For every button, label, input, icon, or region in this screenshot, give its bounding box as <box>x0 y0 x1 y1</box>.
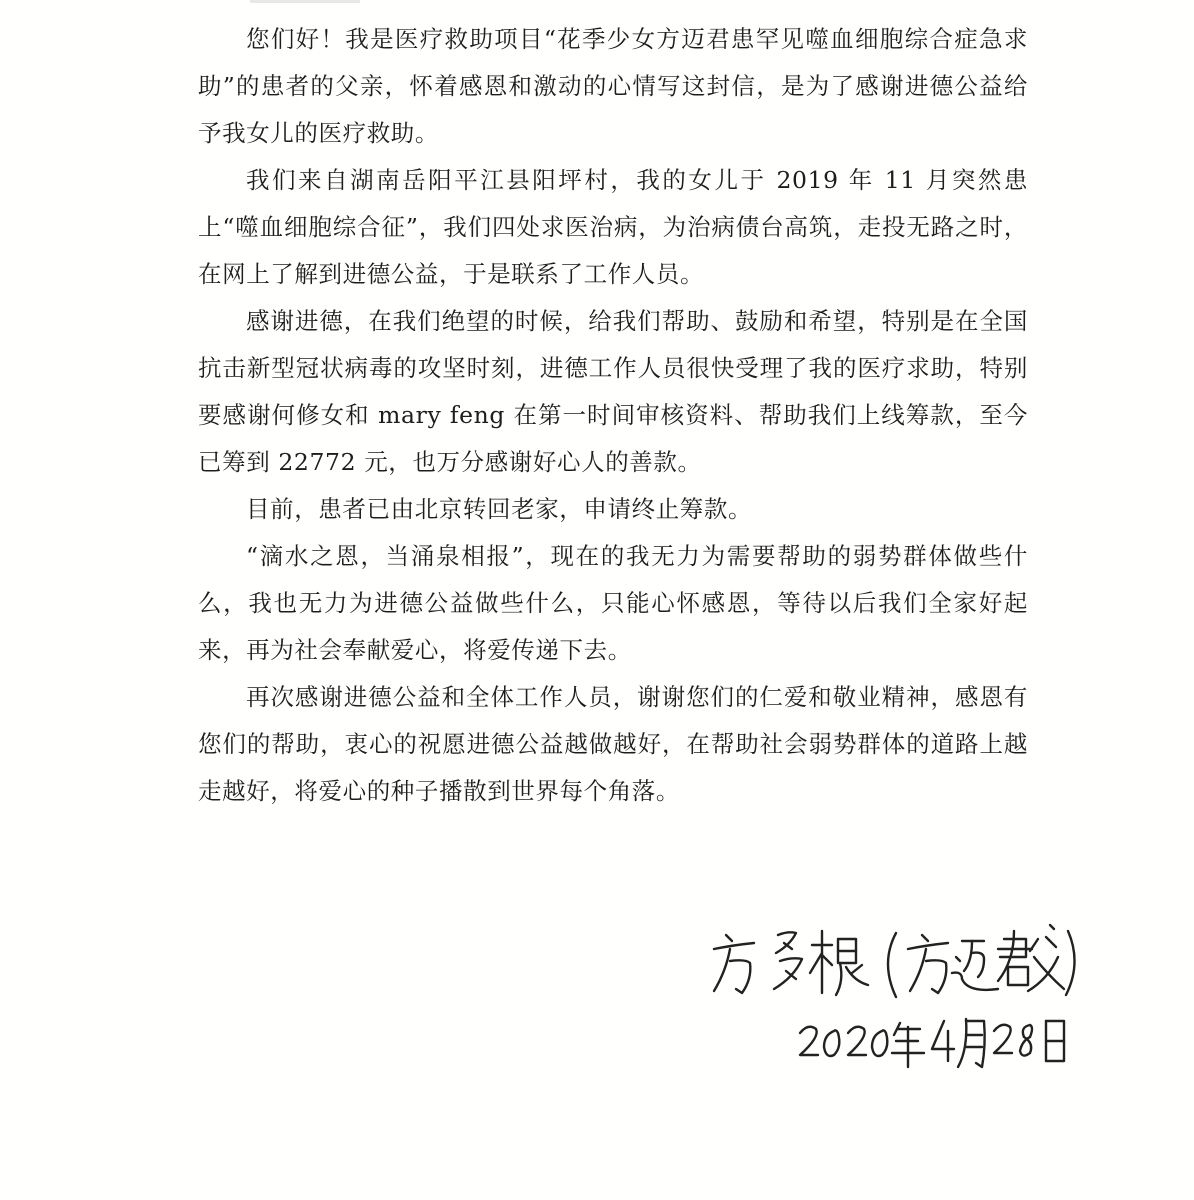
scan-artifact <box>250 0 360 3</box>
paragraph-status: 目前，患者已由北京转回老家，申请终止筹款。 <box>246 495 753 523</box>
signature-ink-drawing <box>700 905 1080 1085</box>
paragraph-greeting: 您们好！我是医疗救助项目“花季少女方迈君患罕见噬血细胞综合症急求助”的患者的父亲，怀着感恩和激动的心情写这封信，是为了感谢进德公益给予我女儿的医疗救助。 <box>198 25 1028 147</box>
signature-name-strokes <box>714 925 1075 997</box>
paragraph-thanks: 感谢进德，在我们绝望的时候，给我们帮助、鼓励和希望，特别是在全国抗击新型冠状病毒的攻坚时刻，进德工作人员很快受理了我的医疗求助，特别要感谢何修女和 mary feng 在第一时间审核资料、帮助我们上线筹款，至今已筹到 22772 元，也万分感谢好心人的善款。 <box>198 307 1028 476</box>
paragraph-gratitude: “滴水之恩，当涌泉相报”，现在的我无力为需要帮助的弱势群体做些什么，我也无力为进德公益做些什么，只能心怀感恩，等待以后我们全家好起来，再为社会奉献爱心，将爱传递下去。 <box>198 542 1028 664</box>
paragraph-closing: 再次感谢进德公益和全体工作人员，谢谢您们的仁爱和敬业精神，感恩有您们的帮助，衷心的祝愿进德公益越做越好，在帮助社会弱势群体的道路上越走越好，将爱心的种子播散到世界每个角落。 <box>198 683 1028 805</box>
handwritten-signature <box>700 905 1080 1085</box>
signature-date-strokes <box>800 1019 1064 1067</box>
paragraph-background: 我们来自湖南岳阳平江县阳坪村，我的女儿于 2019 年 11 月突然患上“噬血细胞综合征”，我们四处求医治病，为治病债台高筑，走投无路之时，在网上了解到进德公益，于是联系了工作人员。 <box>198 166 1028 288</box>
letter-body <box>198 16 1028 815</box>
